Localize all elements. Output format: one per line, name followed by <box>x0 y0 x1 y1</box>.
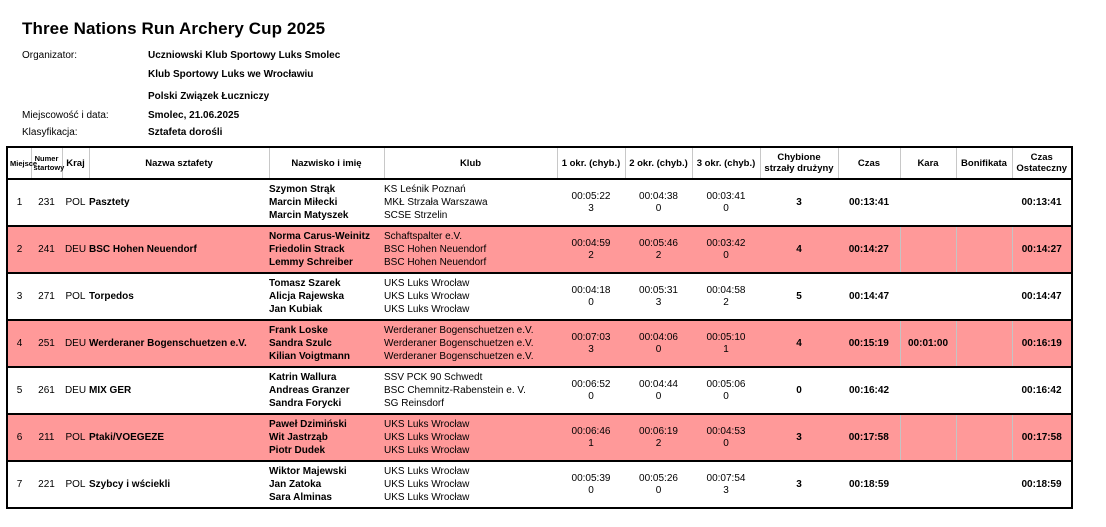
lap2-time: 00:04:38 <box>639 190 678 202</box>
cell-country: DEU <box>62 367 89 414</box>
member-name: Frank Loske <box>269 324 328 336</box>
cell-team-name: Ptaki/VOEGEZE <box>89 414 269 461</box>
cell-bonus <box>956 461 1012 508</box>
cell-members <box>269 179 384 226</box>
lap3-time: 00:07:54 <box>706 472 746 484</box>
table-row <box>7 320 1072 367</box>
club-name: Werderaner Bogenschuetzen e.V. <box>384 324 534 336</box>
cell-place: 3 <box>7 273 31 320</box>
header-lap2: 2 okr. (chyb.) <box>625 147 692 179</box>
header-country: Kraj <box>62 147 89 179</box>
club-name: UKS Luks Wrocław <box>384 478 470 490</box>
club-name: BSC Hohen Neuendorf <box>384 243 487 255</box>
table-row <box>7 179 1072 226</box>
cell-lap2 <box>625 226 692 273</box>
cell-members <box>269 367 384 414</box>
place-date-value: Smolec, 21.06.2025 <box>148 110 240 121</box>
member-name: Paweł Dzimiński <box>269 418 347 430</box>
page-title: Three Nations Run Archery Cup 2025 <box>22 19 326 38</box>
lap1-misses: 2 <box>588 249 594 261</box>
header-final-time: Czas Ostateczny <box>1012 147 1072 179</box>
lap2-misses: 0 <box>655 484 662 496</box>
lap1-time: 00:04:18 <box>571 284 611 296</box>
lap2-misses: 0 <box>655 343 662 355</box>
table-row <box>7 226 1072 273</box>
member-name: Sara Alminas <box>269 492 332 504</box>
header-time: Czas <box>838 147 900 179</box>
cell-team-name: BSC Hohen Neuendorf <box>89 226 269 273</box>
lap3-time: 00:05:10 <box>706 331 746 343</box>
cell-lap2 <box>625 179 692 226</box>
lap2-misses: 2 <box>655 249 662 261</box>
lap2-time: 00:04:06 <box>639 331 678 343</box>
table-row <box>7 273 1072 320</box>
cell-time: 00:16:42 <box>838 367 900 414</box>
cell-clubs <box>384 320 557 367</box>
cell-time: 00:14:27 <box>838 226 900 273</box>
member-name: Lemmy Schreiber <box>269 257 353 269</box>
organizer-1: Uczniowski Klub Sportowy Luks Smolec <box>148 50 341 61</box>
table-header-row <box>7 147 1072 179</box>
cell-start-number: 221 <box>31 461 62 508</box>
member-name: Sandra Szulc <box>269 337 332 349</box>
member-name: Kilian Voigtmann <box>269 351 350 363</box>
cell-lap3 <box>692 179 760 226</box>
cell-place: 7 <box>7 461 31 508</box>
header-names: Nazwisko i imię <box>269 147 384 179</box>
member-name: Tomasz Szarek <box>269 277 341 289</box>
cell-bonus <box>956 414 1012 461</box>
cell-lap1 <box>557 414 625 461</box>
cell-bonus <box>956 179 1012 226</box>
cell-start-number: 241 <box>31 226 62 273</box>
lap3-misses: 0 <box>723 390 729 402</box>
member-name: Piotr Dudek <box>269 445 326 457</box>
cell-penalty <box>900 461 956 508</box>
cell-lap2 <box>625 273 692 320</box>
lap1-time: 00:06:52 <box>571 378 611 390</box>
lap1-misses: 1 <box>588 437 594 449</box>
cell-team-misses: 4 <box>760 320 838 367</box>
place-date-label: Miejscowość i data: <box>22 110 109 121</box>
cell-final-time: 00:17:58 <box>1012 414 1072 461</box>
lap2-time: 00:06:19 <box>639 425 678 437</box>
classification-value: Sztafeta dorośli <box>148 127 223 138</box>
cell-bonus <box>956 273 1012 320</box>
cell-clubs <box>384 179 557 226</box>
member-name: Friedolin Strack <box>269 243 345 255</box>
lap1-time: 00:05:39 <box>571 472 611 484</box>
cell-penalty <box>900 273 956 320</box>
cell-time: 00:13:41 <box>838 179 900 226</box>
cell-clubs <box>384 367 557 414</box>
lap3-misses: 1 <box>723 343 729 355</box>
cell-country: POL <box>62 273 89 320</box>
lap2-time: 00:04:44 <box>639 378 678 390</box>
lap1-time: 00:07:03 <box>571 331 611 343</box>
cell-final-time: 00:16:19 <box>1012 320 1072 367</box>
cell-team-misses: 4 <box>760 226 838 273</box>
lap2-time: 00:05:46 <box>639 237 678 249</box>
lap3-misses: 0 <box>723 202 729 214</box>
cell-time: 00:18:59 <box>838 461 900 508</box>
header-place: Miejsce <box>7 147 31 179</box>
cell-team-name: Werderaner Bogenschuetzen e.V. <box>89 320 269 367</box>
header-lap1: 1 okr. (chyb.) <box>557 147 625 179</box>
classification-label: Klasyfikacja: <box>22 127 78 138</box>
cell-members <box>269 273 384 320</box>
cell-start-number: 211 <box>31 414 62 461</box>
cell-final-time: 00:14:27 <box>1012 226 1072 273</box>
club-name: UKS Luks Wrocław <box>384 290 470 302</box>
cell-country: DEU <box>62 226 89 273</box>
cell-final-time: 00:18:59 <box>1012 461 1072 508</box>
cell-final-time: 00:16:42 <box>1012 367 1072 414</box>
cell-clubs <box>384 414 557 461</box>
cell-place: 1 <box>7 179 31 226</box>
club-name: UKS Luks Wrocław <box>384 465 470 477</box>
cell-lap3 <box>692 367 760 414</box>
cell-team-misses: 3 <box>760 461 838 508</box>
cell-lap3 <box>692 320 760 367</box>
results-table <box>6 146 1073 509</box>
member-name: Wit Jastrząb <box>269 431 328 443</box>
cell-place: 6 <box>7 414 31 461</box>
cell-lap3 <box>692 414 760 461</box>
member-name: Norma Carus-Weinitz <box>269 230 370 242</box>
header-penalty: Kara <box>900 147 956 179</box>
club-name: SG Reinsdorf <box>384 398 445 410</box>
cell-lap2 <box>625 367 692 414</box>
cell-lap1 <box>557 226 625 273</box>
club-name: BSC Hohen Neuendorf <box>384 257 487 269</box>
club-name: Schaftspalter e.V. <box>384 230 463 242</box>
lap2-time: 00:05:31 <box>639 284 678 296</box>
cell-lap3 <box>692 273 760 320</box>
cell-members <box>269 414 384 461</box>
club-name: Werderaner Bogenschuetzen e.V. <box>384 337 534 349</box>
lap1-time: 00:04:59 <box>571 237 611 249</box>
member-name: Andreas Granzer <box>269 384 350 396</box>
table-body <box>7 179 1072 508</box>
club-name: SCSE Strzelin <box>384 210 448 222</box>
cell-clubs <box>384 273 557 320</box>
cell-lap3 <box>692 226 760 273</box>
lap1-misses: 3 <box>588 343 594 355</box>
cell-country: POL <box>62 179 89 226</box>
member-name: Alicja Rajewska <box>269 290 345 302</box>
cell-country: DEU <box>62 320 89 367</box>
cell-time: 00:15:19 <box>838 320 900 367</box>
lap3-time: 00:04:53 <box>706 425 746 437</box>
cell-country: POL <box>62 461 89 508</box>
lap3-time: 00:05:06 <box>706 378 746 390</box>
cell-clubs <box>384 461 557 508</box>
cell-place: 2 <box>7 226 31 273</box>
organizer-2: Klub Sportowy Luks we Wrocławiu <box>148 69 314 80</box>
lap3-time: 00:03:41 <box>706 190 746 202</box>
cell-start-number: 231 <box>31 179 62 226</box>
club-name: UKS Luks Wrocław <box>384 418 470 430</box>
club-name: BSC Chemnitz-Rabenstein e. V. <box>384 384 526 396</box>
club-name: MKŁ Strzała Warszawa <box>384 196 488 208</box>
cell-start-number: 271 <box>31 273 62 320</box>
cell-lap2 <box>625 320 692 367</box>
cell-lap1 <box>557 367 625 414</box>
cell-bonus <box>956 226 1012 273</box>
organizer-label: Organizator: <box>22 50 78 61</box>
cell-penalty <box>900 367 956 414</box>
lap1-misses: 0 <box>588 390 594 402</box>
cell-lap2 <box>625 461 692 508</box>
cell-final-time: 00:14:47 <box>1012 273 1072 320</box>
table-row <box>7 461 1072 508</box>
club-name: UKS Luks Wrocław <box>384 304 470 316</box>
cell-lap1 <box>557 461 625 508</box>
cell-team-name: Torpedos <box>89 273 269 320</box>
lap1-misses: 3 <box>588 202 594 214</box>
cell-place: 5 <box>7 367 31 414</box>
cell-team-misses: 5 <box>760 273 838 320</box>
cell-lap1 <box>557 320 625 367</box>
cell-lap1 <box>557 273 625 320</box>
member-name: Szymon Strąk <box>269 183 336 195</box>
cell-start-number: 251 <box>31 320 62 367</box>
cell-team-name: MIX GER <box>89 367 269 414</box>
lap2-misses: 2 <box>655 437 662 449</box>
member-name: Jan Kubiak <box>269 304 323 316</box>
lap1-time: 00:06:46 <box>571 425 611 437</box>
member-name: Wiktor Majewski <box>269 465 347 477</box>
cell-lap1 <box>557 179 625 226</box>
lap3-misses: 2 <box>723 296 729 308</box>
lap2-misses: 3 <box>655 296 662 308</box>
club-name: UKS Luks Wrocław <box>384 277 470 289</box>
lap3-misses: 0 <box>723 437 729 449</box>
cell-team-name: Pasztety <box>89 179 269 226</box>
lap2-misses: 0 <box>655 390 662 402</box>
cell-final-time: 00:13:41 <box>1012 179 1072 226</box>
lap1-time: 00:05:22 <box>571 190 611 202</box>
member-name: Katrin Wallura <box>269 371 337 383</box>
lap2-time: 00:05:26 <box>639 472 678 484</box>
member-name: Marcin Matyszek <box>269 210 349 222</box>
cell-lap2 <box>625 414 692 461</box>
cell-lap3 <box>692 461 760 508</box>
cell-time: 00:14:47 <box>838 273 900 320</box>
cell-country: POL <box>62 414 89 461</box>
table-row <box>7 367 1072 414</box>
cell-start-number: 261 <box>31 367 62 414</box>
cell-team-name: Szybcy i wściekli <box>89 461 269 508</box>
member-name: Marcin Miłecki <box>269 196 338 208</box>
cell-place: 4 <box>7 320 31 367</box>
cell-team-misses: 0 <box>760 367 838 414</box>
member-name: Jan Zatoka <box>269 478 322 490</box>
club-name: SSV PCK 90 Schwedt <box>384 371 483 383</box>
lap2-misses: 0 <box>655 202 662 214</box>
header-team-name: Nazwa sztafety <box>89 147 269 179</box>
lap1-misses: 0 <box>588 484 594 496</box>
club-name: KS Leśnik Poznań <box>384 183 466 195</box>
lap1-misses: 0 <box>588 296 594 308</box>
header-lap3: 3 okr. (chyb.) <box>692 147 760 179</box>
cell-team-misses: 3 <box>760 179 838 226</box>
header-club: Klub <box>384 147 557 179</box>
cell-members <box>269 226 384 273</box>
header-start-number: Numer startowy <box>31 147 62 179</box>
cell-penalty <box>900 226 956 273</box>
cell-members <box>269 461 384 508</box>
lap3-misses: 0 <box>723 249 729 261</box>
cell-clubs <box>384 226 557 273</box>
organizer-3: Polski Związek Łuczniczy <box>148 91 270 102</box>
club-name: UKS Luks Wrocław <box>384 431 470 443</box>
club-name: UKS Luks Wrocław <box>384 492 470 504</box>
lap3-time: 00:04:58 <box>706 284 746 296</box>
lap3-time: 00:03:42 <box>706 237 746 249</box>
cell-penalty: 00:01:00 <box>900 320 956 367</box>
lap3-misses: 3 <box>723 484 729 496</box>
cell-members <box>269 320 384 367</box>
cell-bonus <box>956 367 1012 414</box>
member-name: Sandra Forycki <box>269 398 342 410</box>
table-row <box>7 414 1072 461</box>
cell-penalty <box>900 414 956 461</box>
cell-time: 00:17:58 <box>838 414 900 461</box>
cell-team-misses: 3 <box>760 414 838 461</box>
cell-penalty <box>900 179 956 226</box>
header-bonus: Bonifikata <box>956 147 1012 179</box>
header-team-misses: Chybione strzały drużyny <box>760 147 838 179</box>
cell-bonus <box>956 320 1012 367</box>
club-name: UKS Luks Wrocław <box>384 445 470 457</box>
club-name: Werderaner Bogenschuetzen e.V. <box>384 351 534 363</box>
